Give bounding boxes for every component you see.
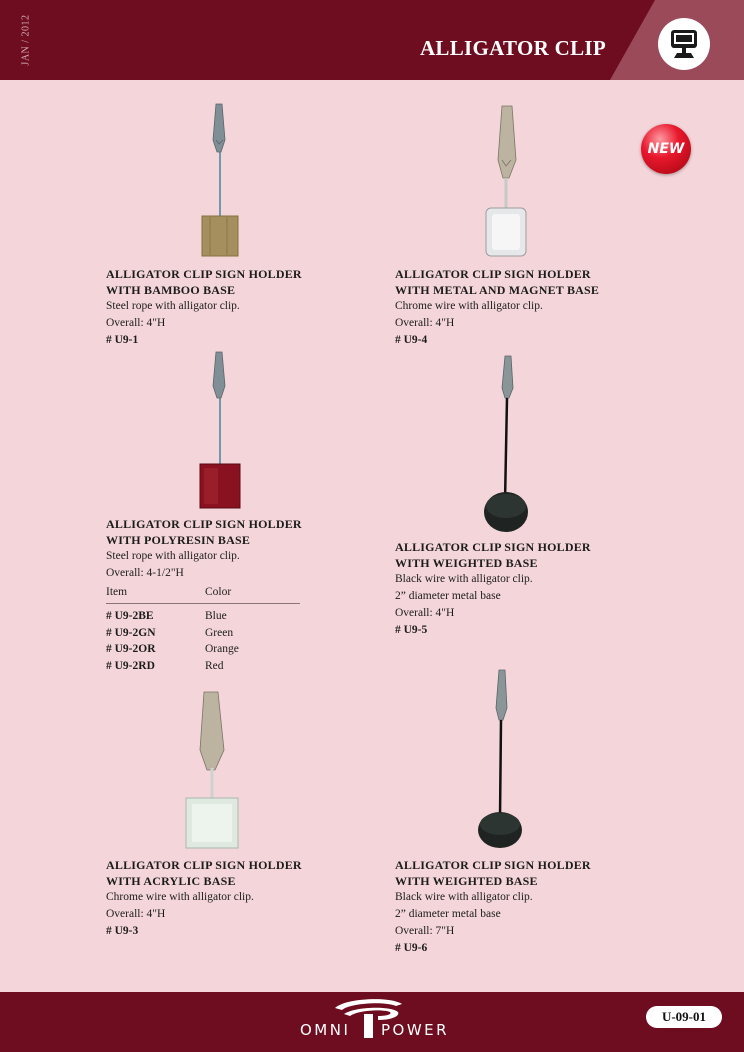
variant-sku: # U9-2RD [106, 659, 155, 672]
product-title-line: ALLIGATOR CLIP SIGN HOLDER [106, 858, 302, 872]
product-overall: Overall: 4-1/2"H [106, 567, 184, 579]
product-sku: # U9-3 [106, 925, 139, 937]
new-badge [641, 124, 691, 174]
variant-color: Orange [205, 643, 239, 655]
column-header-color: Color [205, 584, 300, 604]
product-description: Black wire with alligator clip. [395, 891, 533, 903]
product-image-weighted-7in [472, 668, 536, 850]
product-u9-6 [395, 857, 655, 957]
product-sku: # U9-5 [395, 624, 428, 636]
product-title-line: ALLIGATOR CLIP SIGN HOLDER [395, 267, 591, 281]
product-description: Steel rope with alligator clip. [106, 300, 240, 312]
product-description: Chrome wire with alligator clip. [395, 300, 543, 312]
product-u9-5 [395, 539, 655, 639]
new-badge-label: NEW [647, 141, 685, 157]
product-u9-4 [395, 266, 655, 349]
variant-table-header [106, 584, 300, 604]
variant-color: Red [205, 659, 224, 672]
product-image-polyresin [190, 350, 250, 512]
product-image-bamboo [190, 100, 250, 260]
product-u9-3 [106, 857, 366, 940]
product-sku: # U9-1 [106, 334, 139, 346]
product-title-line: ALLIGATOR CLIP SIGN HOLDER [395, 540, 591, 554]
product-title-line: ALLIGATOR CLIP SIGN HOLDER [395, 858, 591, 872]
variant-row [106, 604, 300, 625]
product-size: 2” diameter metal base [395, 590, 501, 602]
product-title-line: WITH METAL AND MAGNET BASE [395, 283, 600, 297]
product-title-line: WITH ACRYLIC BASE [106, 874, 236, 888]
column-header-item: Item [106, 584, 205, 604]
catalog-date: JAN / 2012 [20, 14, 32, 66]
product-u9-2 [106, 516, 366, 674]
page-code-badge: U-09-01 [646, 1006, 722, 1028]
variant-row [106, 625, 300, 642]
product-size: 2” diameter metal base [395, 908, 501, 920]
product-description: Black wire with alligator clip. [395, 573, 533, 585]
product-sku: # U9-4 [395, 334, 428, 346]
product-u9-1 [106, 266, 366, 349]
product-title-line: WITH WEIGHTED BASE [395, 874, 538, 888]
product-overall: Overall: 4"H [395, 607, 455, 619]
product-title-line: ALLIGATOR CLIP SIGN HOLDER [106, 267, 302, 281]
header-band [0, 0, 744, 80]
footer-band [0, 992, 744, 1052]
variant-row [106, 641, 300, 658]
page-title: ALLIGATOR CLIP [419, 36, 606, 60]
variant-sku: # U9-2BE [106, 610, 154, 622]
product-overall: Overall: 4"H [106, 317, 166, 329]
product-overall: Overall: 7"H [395, 925, 455, 937]
product-description: Chrome wire with alligator clip. [106, 891, 254, 903]
variant-sku: # U9-2OR [106, 643, 156, 655]
product-title-line: ALLIGATOR CLIP SIGN HOLDER [106, 517, 302, 531]
product-title-line: WITH POLYRESIN BASE [106, 533, 251, 547]
product-image-metal-magnet [476, 100, 540, 260]
product-overall: Overall: 4"H [395, 317, 455, 329]
product-image-weighted-4in [476, 352, 540, 534]
product-title-line: WITH WEIGHTED BASE [395, 556, 538, 570]
variant-table [106, 584, 300, 674]
brand-name-left: OMNI [300, 1021, 351, 1039]
product-description: Steel rope with alligator clip. [106, 550, 240, 562]
product-sku: # U9-6 [395, 942, 428, 954]
sign-holder-icon [658, 18, 710, 70]
brand-name-right: POWER [381, 1021, 450, 1039]
variant-sku: # U9-2GN [106, 626, 156, 639]
product-image-acrylic [180, 690, 250, 850]
product-overall: Overall: 4"H [106, 908, 166, 920]
variant-color: Blue [205, 610, 227, 622]
variant-color: Green [205, 626, 234, 639]
product-title-line: WITH BAMBOO BASE [106, 283, 236, 297]
variant-row [106, 658, 300, 675]
